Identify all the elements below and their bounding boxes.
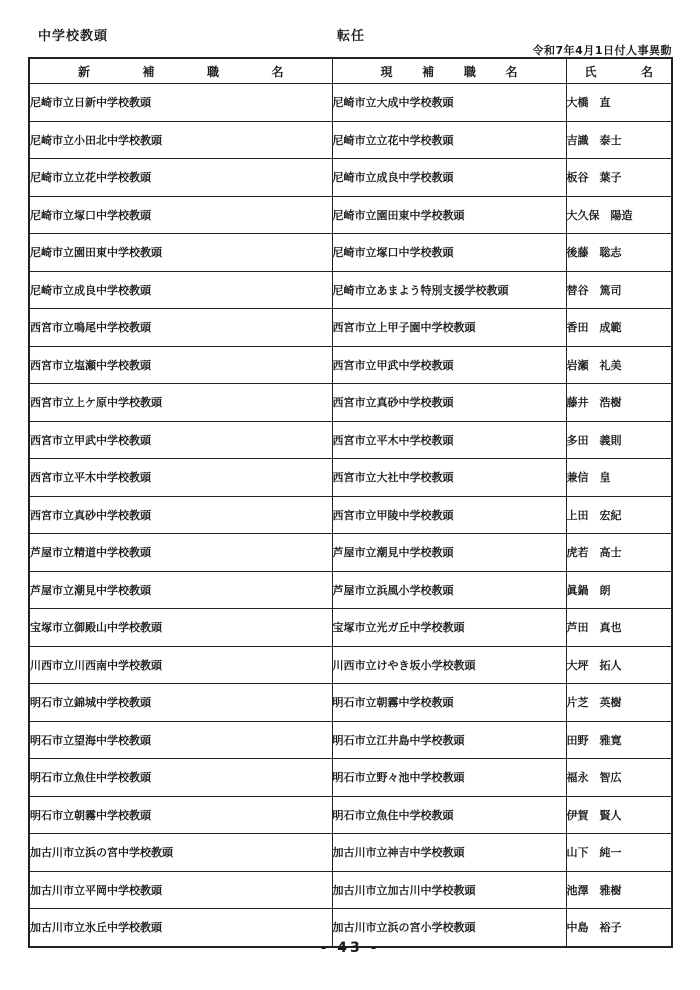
transfer-table: [28, 57, 673, 948]
effective-date-note: 令和7年4月1日付人事異動: [532, 44, 672, 57]
name-cell: 福永 智広: [566, 759, 672, 797]
current-position-cell: 明石市立朝霧中学校教頭: [332, 684, 566, 722]
current-position-cell: 川西市立けやき坂小学校教頭: [332, 646, 566, 684]
table-row: [29, 159, 672, 197]
table-row: [29, 384, 672, 422]
header-char: 職: [463, 64, 476, 79]
name-cell: 大久保 陽造: [566, 196, 672, 234]
header-char: 職: [206, 64, 219, 79]
header-char: 氏: [584, 64, 597, 79]
name-cell: 吉識 泰士: [566, 121, 672, 159]
new-position-cell: 西宮市立塩瀬中学校教頭: [29, 346, 332, 384]
header-current-position: [332, 58, 566, 84]
current-position-cell: 西宮市立大社中学校教頭: [332, 459, 566, 497]
current-position-cell: 尼崎市立塚口中学校教頭: [332, 234, 566, 272]
new-position-cell: 川西市立川西南中学校教頭: [29, 646, 332, 684]
current-position-cell: 西宮市立上甲子園中学校教頭: [332, 309, 566, 347]
header-new-position: [29, 58, 332, 84]
new-position-cell: 尼崎市立成良中学校教頭: [29, 271, 332, 309]
name-cell: 兼信 皇: [566, 459, 672, 497]
table-row: [29, 721, 672, 759]
current-position-cell: 宝塚市立光ガ丘中学校教頭: [332, 609, 566, 647]
table-row: [29, 459, 672, 497]
new-position-cell: 西宮市立平木中学校教頭: [29, 459, 332, 497]
current-position-cell: 西宮市立平木中学校教頭: [332, 421, 566, 459]
header-char: 現: [380, 64, 393, 79]
name-cell: 多田 義則: [566, 421, 672, 459]
name-cell: 岩瀬 礼美: [566, 346, 672, 384]
table-row: [29, 684, 672, 722]
name-cell: 中島 裕子: [566, 909, 672, 947]
table-row: [29, 496, 672, 534]
table-row: [29, 234, 672, 272]
table-header-row: [29, 58, 672, 84]
header-char: 名: [505, 64, 518, 79]
table-row: [29, 646, 672, 684]
new-position-cell: 芦屋市立精道中学校教頭: [29, 534, 332, 572]
table-row: [29, 271, 672, 309]
name-cell: 大橋 直: [566, 84, 672, 122]
page-number: - 43 -: [320, 940, 380, 956]
current-position-cell: 尼崎市立あまよう特別支援学校教頭: [332, 271, 566, 309]
name-cell: 藤井 浩樹: [566, 384, 672, 422]
new-position-cell: 宝塚市立御殿山中学校教頭: [29, 609, 332, 647]
name-cell: 山下 純一: [566, 834, 672, 872]
current-position-cell: 芦屋市立浜風小学校教頭: [332, 571, 566, 609]
new-position-cell: 明石市立望海中学校教頭: [29, 721, 332, 759]
name-cell: 香田 成範: [566, 309, 672, 347]
current-position-cell: 加古川市立神吉中学校教頭: [332, 834, 566, 872]
current-position-cell: 西宮市立甲武中学校教頭: [332, 346, 566, 384]
new-position-cell: 尼崎市立日新中学校教頭: [29, 84, 332, 122]
section-title: 中学校教頭: [38, 29, 109, 44]
new-position-cell: 西宮市立上ケ原中学校教頭: [29, 384, 332, 422]
current-position-cell: 尼崎市立成良中学校教頭: [332, 159, 566, 197]
header-char: 名: [640, 64, 653, 79]
new-position-cell: 加古川市立浜の宮中学校教頭: [29, 834, 332, 872]
new-position-cell: 加古川市立平岡中学校教頭: [29, 871, 332, 909]
table-row: [29, 834, 672, 872]
new-position-cell: 尼崎市立立花中学校教頭: [29, 159, 332, 197]
current-position-cell: 明石市立野々池中学校教頭: [332, 759, 566, 797]
header-char: 補: [422, 64, 435, 79]
new-position-cell: 西宮市立鳴尾中学校教頭: [29, 309, 332, 347]
transfer-type-title: 転任: [337, 29, 366, 44]
current-position-cell: 加古川市立加古川中学校教頭: [332, 871, 566, 909]
current-position-cell: 西宮市立真砂中学校教頭: [332, 384, 566, 422]
name-cell: 板谷 葉子: [566, 159, 672, 197]
name-cell: 虎若 高士: [566, 534, 672, 572]
table-row: [29, 421, 672, 459]
current-position-cell: 芦屋市立潮見中学校教頭: [332, 534, 566, 572]
table-body: [29, 84, 672, 947]
name-cell: 池澤 雅樹: [566, 871, 672, 909]
current-position-cell: 加古川市立浜の宮小学校教頭: [332, 909, 566, 947]
table-row: [29, 346, 672, 384]
current-position-cell: 尼崎市立大成中学校教頭: [332, 84, 566, 122]
new-position-cell: 西宮市立真砂中学校教頭: [29, 496, 332, 534]
table-row: [29, 759, 672, 797]
table-row: [29, 609, 672, 647]
header-char: 名: [271, 64, 284, 79]
header-char: 新: [78, 64, 91, 79]
name-cell: 眞鍋 朗: [566, 571, 672, 609]
new-position-cell: 西宮市立甲武中学校教頭: [29, 421, 332, 459]
new-position-cell: 加古川市立氷丘中学校教頭: [29, 909, 332, 947]
new-position-cell: 尼崎市立塚口中学校教頭: [29, 196, 332, 234]
header-name: [566, 58, 672, 84]
new-position-cell: 明石市立魚住中学校教頭: [29, 759, 332, 797]
current-position-cell: 尼崎市立園田東中学校教頭: [332, 196, 566, 234]
table-row: [29, 871, 672, 909]
table-row: [29, 534, 672, 572]
table-row: [29, 196, 672, 234]
name-cell: 大坪 拓人: [566, 646, 672, 684]
new-position-cell: 芦屋市立潮見中学校教頭: [29, 571, 332, 609]
name-cell: 上田 宏紀: [566, 496, 672, 534]
name-cell: 芦田 真也: [566, 609, 672, 647]
new-position-cell: 尼崎市立園田東中学校教頭: [29, 234, 332, 272]
name-cell: 田野 雅寛: [566, 721, 672, 759]
header-char: 補: [142, 64, 155, 79]
table-row: [29, 571, 672, 609]
table-row: [29, 309, 672, 347]
new-position-cell: 明石市立朝霧中学校教頭: [29, 796, 332, 834]
name-cell: 伊賀 賢人: [566, 796, 672, 834]
current-position-cell: 尼崎市立立花中学校教頭: [332, 121, 566, 159]
current-position-cell: 明石市立魚住中学校教頭: [332, 796, 566, 834]
table-row: [29, 796, 672, 834]
new-position-cell: 明石市立錦城中学校教頭: [29, 684, 332, 722]
name-cell: 後藤 聡志: [566, 234, 672, 272]
current-position-cell: 西宮市立甲陵中学校教頭: [332, 496, 566, 534]
current-position-cell: 明石市立江井島中学校教頭: [332, 721, 566, 759]
table-row: [29, 121, 672, 159]
table-row: [29, 84, 672, 122]
name-cell: 片芝 英樹: [566, 684, 672, 722]
new-position-cell: 尼崎市立小田北中学校教頭: [29, 121, 332, 159]
name-cell: 替谷 篤司: [566, 271, 672, 309]
